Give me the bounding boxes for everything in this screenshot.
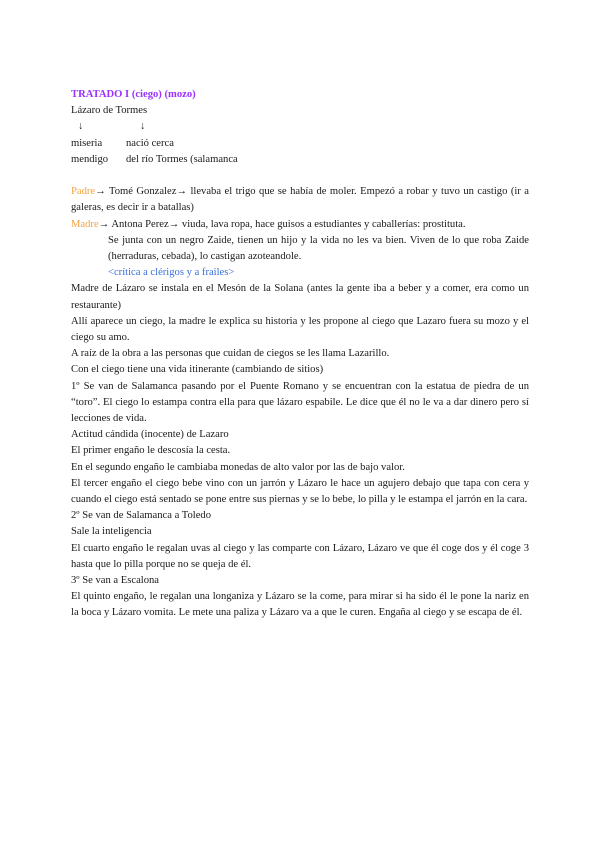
arrow-row	[71, 119, 529, 135]
paragraph: En el segundo engaño le cambiaba monedas de alto valor por las de bajo valor.	[71, 461, 405, 473]
branch-row	[71, 136, 529, 152]
down-arrow-icon: ↓	[140, 121, 146, 133]
critica-note: <crítica a clérigos y a frailes>	[108, 267, 235, 279]
paragraph: El tercer engaño el ciego bebe vino con un jarrón y Lázaro le hace un agujero debajo que tapa con cera y cuando el ciego está sentado se pone entre sus piernas y se lo bebe, lo pilla y le estampa el jarrón en la cara.	[71, 477, 529, 506]
paragraph: Con el ciego tiene una vida itinerante (cambiando de sitios)	[71, 364, 324, 376]
madre-text: → Antona Perez→ viuda, lava ropa, hace guisos a estudiantes y caballerías: prostituta.	[98, 218, 466, 230]
down-arrow-icon: ↓	[78, 121, 84, 133]
paragraph: Allí aparece un ciego, la madre le explica su historia y les propone al ciego que Lazaro fuera su mozo y el ciego su amo.	[71, 315, 529, 344]
paragraph: El cuarto engaño le regalan uvas al ciego y las comparte con Lázaro, Lázaro ve que él coge dos y él coge 3 hasta que lo pilla porque no se queja de él.	[71, 542, 529, 570]
branch-right: nació cerca	[126, 137, 174, 149]
paragraph: Sale la inteligencia	[71, 526, 152, 538]
madre-paragraph	[71, 217, 529, 233]
section-title: TRATADO I (ciego) (mozo)	[71, 89, 196, 100]
branch-left: miseria	[71, 137, 103, 149]
paragraph: Actitud cándida (inocente) de Lazaro	[71, 429, 229, 441]
paragraph: A raíz de la obra a las personas que cuidan de ciegos se les llama Lazarillo.	[71, 348, 390, 360]
document-content	[71, 87, 529, 622]
paragraph: 3º Se van a Escalona	[71, 575, 160, 587]
paragraph: 2º Se van de Salamanca a Toledo	[71, 510, 212, 522]
madre-detail: Se junta con un negro Zaide, tienen un hijo y la vida no les va bien. Viven de lo que roba Zaide (herraduras, cebada), lo castigan azoteandole.	[108, 234, 529, 263]
branch-row	[71, 152, 529, 168]
padre-label: Padre	[71, 186, 96, 198]
padre-paragraph	[71, 184, 529, 216]
subtitle: Lázaro de Tormes	[71, 105, 148, 117]
padre-text: → Tomé Gonzalez→ llevaba el trigo que se había de moler. Empezó a robar y tuvo un castigo (ir a galeras, es decir ir a batallas)	[71, 186, 529, 214]
paragraph: 1º Se van de Salamanca pasando por el Puente Romano y se encuentran con la estatua de piedra de un “toro”. El ciego lo estampa contra ella para que lázaro espabile. Le dice que él no le va a dar dinero pero sí lecciones de vida.	[71, 380, 529, 425]
spacer	[71, 168, 529, 184]
paragraph: Madre de Lázaro se instala en el Mesón de la Solana (antes la gente iba a beber y a comer, era como un restaurante)	[71, 283, 529, 311]
branch-right: del río Tormes (salamanca	[126, 153, 238, 165]
madre-label: Madre	[71, 218, 99, 230]
paragraph: El quinto engaño, le regalan una longaniza y Lázaro se la come, para mirar si ha sido él le pone la nariz en la boca y Lázaro vomita. Le mete una paliza y Lázaro va a que le curen. Engaña al ciego y se escapa de él.	[71, 591, 529, 619]
branch-left: mendigo	[71, 153, 109, 165]
paragraph: El primer engaño le descosía la cesta.	[71, 445, 231, 457]
